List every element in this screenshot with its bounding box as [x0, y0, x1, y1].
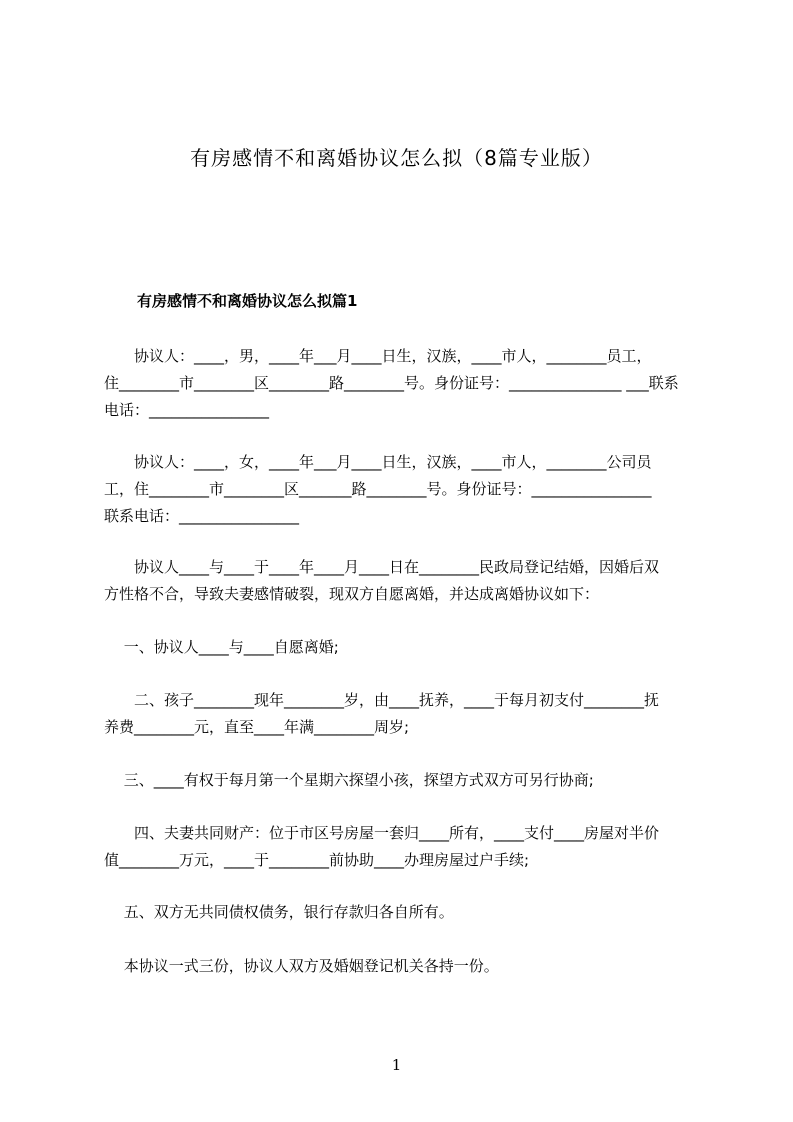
paragraph-line: 二、孩子________现年________岁，由____抚养，____于每月初支付________抚	[104, 691, 660, 709]
paragraph-clause-2	[104, 687, 700, 741]
paragraph-line: 电话：________________	[104, 401, 270, 419]
paragraph-line: 方性格不合，导致夫妻感情破裂，现双方自愿离婚，并达成离婚协议如下：	[104, 585, 600, 603]
paragraph-line: 四、夫妻共同财产：位于市区号房屋一套归____所有，____支付____房屋对半价	[104, 824, 660, 842]
paragraph-line: 值________万元，____于________前协助____办理房屋过户手续;	[104, 851, 530, 869]
paragraph-line: 五、双方无共同债权债务，银行存款归各自所有。	[104, 903, 454, 921]
paragraph-line: 协议人____与____于____年____月____日在________民政局登记结婚，因婚后双	[104, 558, 660, 576]
paragraph-clause-3	[104, 767, 700, 794]
paragraph-line: 一、协议人____与____自愿离婚;	[104, 638, 339, 656]
paragraph-line: 本协议一式三份，协议人双方及婚姻登记机关各持一份。	[104, 957, 499, 975]
paragraph-marriage-registration	[104, 554, 700, 608]
paragraph-line: 协议人：____，男，____年___月____日生，汉族，____市人，________员工，	[104, 347, 652, 365]
paragraph-line: 协议人：____，女，____年___月____日生，汉族，____市人，________公司员	[104, 453, 652, 471]
paragraph-party-female	[104, 449, 700, 530]
paragraph-line: 养费________元，直至____年满________周岁;	[104, 718, 410, 736]
paragraph-line: 三、____有权于每月第一个星期六探望小孩，探望方式双方可另行协商;	[104, 771, 594, 789]
paragraph-party-male	[104, 343, 700, 424]
paragraph-clause-1	[104, 634, 700, 661]
paragraph-line: 工，住________市________区_______路________号。身份证号：________________	[104, 480, 652, 498]
paragraph-line: 住________市________区________路________号。身份证号：_______________ ___联系	[104, 374, 679, 392]
paragraph-clause-4	[104, 820, 700, 874]
document-title: 有房感情不和离婚协议怎么拟（8篇专业版）	[190, 146, 603, 170]
paragraph-line: 联系电话：________________	[104, 507, 300, 525]
page-number: 1	[391, 1056, 402, 1074]
paragraph-copies	[104, 953, 700, 980]
paragraph-clause-5	[104, 899, 700, 926]
section-heading: 有房感情不和离婚协议怎么拟篇1	[137, 292, 358, 310]
